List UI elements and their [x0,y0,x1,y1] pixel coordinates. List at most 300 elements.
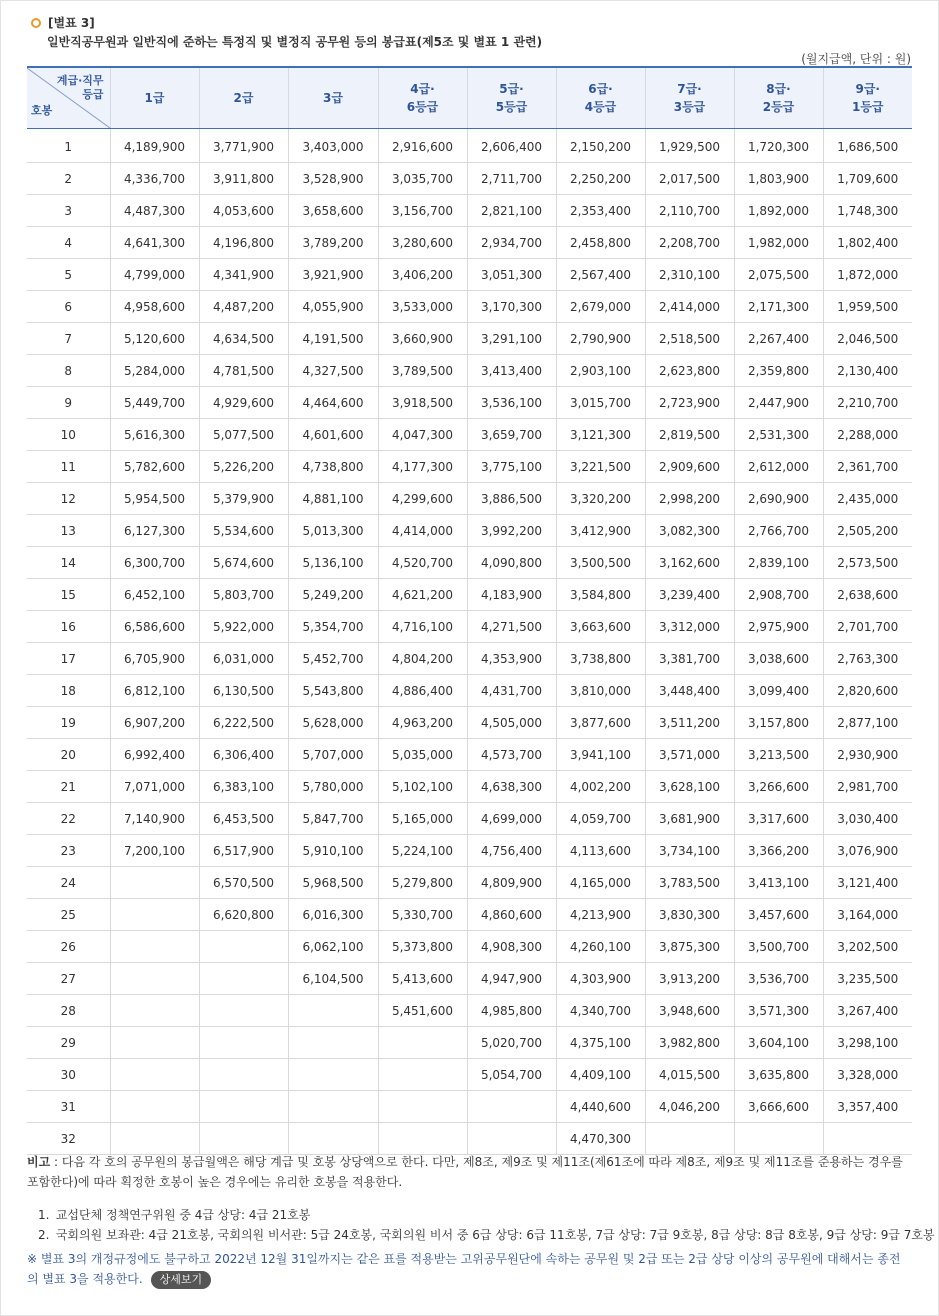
step-cell: 29 [27,1027,110,1059]
salary-cell: 2,110,700 [645,195,734,227]
salary-cell: 6,016,300 [288,899,378,931]
salary-cell: 5,020,700 [467,1027,556,1059]
table-row [27,995,912,1027]
salary-cell: 2,075,500 [734,259,823,291]
salary-cell: 2,046,500 [823,323,912,355]
salary-cell: 2,766,700 [734,515,823,547]
salary-table [27,66,912,1155]
salary-cell: 4,189,900 [110,129,199,163]
table-row [27,675,912,707]
table-row [27,803,912,835]
salary-cell: 3,082,300 [645,515,734,547]
salary-cell [199,1091,288,1123]
salary-cell: 6,127,300 [110,515,199,547]
salary-cell: 4,375,100 [556,1027,645,1059]
salary-cell: 4,799,000 [110,259,199,291]
table-row [27,867,912,899]
salary-cell: 5,165,000 [378,803,467,835]
salary-cell: 3,875,300 [645,931,734,963]
salary-cell [288,1091,378,1123]
salary-cell: 3,099,400 [734,675,823,707]
salary-cell: 3,280,600 [378,227,467,259]
salary-cell: 2,934,700 [467,227,556,259]
salary-cell: 4,046,200 [645,1091,734,1123]
table-row [27,611,912,643]
salary-cell: 4,336,700 [110,163,199,195]
salary-cell: 5,354,700 [288,611,378,643]
salary-cell: 3,235,500 [823,963,912,995]
salary-cell: 2,916,600 [378,129,467,163]
salary-cell: 2,310,100 [645,259,734,291]
salary-cell: 3,921,900 [288,259,378,291]
salary-cell: 3,406,200 [378,259,467,291]
salary-cell [645,1123,734,1155]
column-header-label: 5급· [499,82,524,96]
salary-cell: 4,196,800 [199,227,288,259]
salary-cell: 4,738,800 [288,451,378,483]
salary-cell [288,1027,378,1059]
table-row [27,771,912,803]
step-cell: 5 [27,259,110,291]
salary-cell [110,931,199,963]
step-cell: 1 [27,129,110,163]
salary-cell: 5,543,800 [288,675,378,707]
step-cell: 24 [27,867,110,899]
salary-cell: 2,820,600 [823,675,912,707]
salary-cell: 4,520,700 [378,547,467,579]
salary-cell: 5,449,700 [110,387,199,419]
salary-cell [378,1059,467,1091]
salary-cell: 3,202,500 [823,931,912,963]
remarks [27,1152,912,1192]
salary-cell: 6,300,700 [110,547,199,579]
table-row [27,643,912,675]
salary-cell: 3,015,700 [556,387,645,419]
salary-cell: 4,809,900 [467,867,556,899]
salary-cell: 2,711,700 [467,163,556,195]
salary-cell: 6,570,500 [199,867,288,899]
salary-cell: 3,500,700 [734,931,823,963]
salary-cell [110,1027,199,1059]
salary-cell: 1,686,500 [823,129,912,163]
salary-cell: 5,226,200 [199,451,288,483]
salary-cell: 4,641,300 [110,227,199,259]
step-cell: 16 [27,611,110,643]
salary-cell: 3,213,500 [734,739,823,771]
salary-cell: 6,586,600 [110,611,199,643]
table-row [27,1123,912,1155]
salary-cell: 3,734,100 [645,835,734,867]
salary-cell: 2,359,800 [734,355,823,387]
corner-grade-label [57,74,104,102]
salary-cell: 5,451,600 [378,995,467,1027]
salary-cell [199,1123,288,1155]
salary-cell: 3,051,300 [467,259,556,291]
salary-cell: 3,448,400 [645,675,734,707]
salary-cell: 6,907,200 [110,707,199,739]
salary-cell: 3,511,200 [645,707,734,739]
salary-cell: 3,659,700 [467,419,556,451]
column-header [645,67,734,129]
salary-cell: 3,121,400 [823,867,912,899]
column-header [110,67,199,129]
salary-cell: 4,183,900 [467,579,556,611]
table-row [27,579,912,611]
salary-cell: 1,872,000 [823,259,912,291]
salary-cell [378,1123,467,1155]
salary-cell: 4,299,600 [378,483,467,515]
table-header-row [27,67,912,129]
salary-cell [288,995,378,1027]
salary-cell: 2,981,700 [823,771,912,803]
salary-cell: 3,536,100 [467,387,556,419]
salary-cell: 2,839,100 [734,547,823,579]
salary-cell: 3,783,500 [645,867,734,899]
salary-cell [288,1059,378,1091]
salary-cell: 5,284,000 [110,355,199,387]
table-row [27,1027,912,1059]
salary-cell: 2,930,900 [823,739,912,771]
salary-cell: 3,164,000 [823,899,912,931]
salary-cell: 4,886,400 [378,675,467,707]
column-header-label: 6등급 [406,100,439,114]
salary-cell: 1,929,500 [645,129,734,163]
salary-cell: 6,812,100 [110,675,199,707]
table-row [27,323,912,355]
step-cell: 13 [27,515,110,547]
salary-cell: 3,170,300 [467,291,556,323]
corner-grade-line-2: 등급 [82,88,104,101]
salary-cell: 3,239,400 [645,579,734,611]
salary-cell: 2,701,700 [823,611,912,643]
salary-cell: 1,982,000 [734,227,823,259]
salary-cell: 4,487,300 [110,195,199,227]
salary-cell: 6,130,500 [199,675,288,707]
salary-cell: 5,968,500 [288,867,378,899]
salary-cell: 3,775,100 [467,451,556,483]
salary-cell: 4,340,700 [556,995,645,1027]
salary-cell: 3,038,600 [734,643,823,675]
step-cell: 26 [27,931,110,963]
salary-cell: 3,660,900 [378,323,467,355]
salary-cell [110,1091,199,1123]
salary-cell: 4,047,300 [378,419,467,451]
step-cell: 10 [27,419,110,451]
salary-cell [734,1123,823,1155]
salary-cell [378,1027,467,1059]
salary-cell: 2,998,200 [645,483,734,515]
column-header-label: 9급· [855,82,880,96]
column-header-label: 8급· [766,82,791,96]
salary-cell: 1,959,500 [823,291,912,323]
salary-cell: 3,328,000 [823,1059,912,1091]
table-row [27,963,912,995]
salary-cell [378,1091,467,1123]
salary-cell: 3,030,400 [823,803,912,835]
step-cell: 2 [27,163,110,195]
salary-cell: 3,877,600 [556,707,645,739]
salary-cell: 3,666,600 [734,1091,823,1123]
table-title [31,14,95,31]
step-cell: 22 [27,803,110,835]
step-cell: 11 [27,451,110,483]
salary-cell: 4,634,500 [199,323,288,355]
salary-cell: 5,922,000 [199,611,288,643]
salary-cell: 3,412,900 [556,515,645,547]
salary-cell: 5,330,700 [378,899,467,931]
salary-cell: 2,250,200 [556,163,645,195]
salary-cell: 2,171,300 [734,291,823,323]
salary-cell: 3,948,600 [645,995,734,1027]
salary-cell: 5,102,100 [378,771,467,803]
salary-cell: 4,860,600 [467,899,556,931]
salary-cell: 1,720,300 [734,129,823,163]
detail-view-button[interactable]: 상세보기 [151,1271,212,1289]
table-row [27,291,912,323]
salary-cell: 4,464,600 [288,387,378,419]
salary-cell [110,1123,199,1155]
salary-cell: 3,162,600 [645,547,734,579]
salary-cell [110,963,199,995]
salary-cell [467,1091,556,1123]
step-cell: 25 [27,899,110,931]
salary-cell: 6,620,800 [199,899,288,931]
salary-cell: 2,679,000 [556,291,645,323]
salary-cell: 4,303,900 [556,963,645,995]
table-row [27,483,912,515]
salary-cell: 4,191,500 [288,323,378,355]
salary-cell: 2,017,500 [645,163,734,195]
salary-cell: 3,413,400 [467,355,556,387]
salary-cell [823,1123,912,1155]
salary-cell: 3,528,900 [288,163,378,195]
salary-cell: 2,821,100 [467,195,556,227]
salary-cell [288,1123,378,1155]
step-cell: 19 [27,707,110,739]
list-item-number: 1. [38,1208,50,1222]
list-item-text: 국회의원 보좌관: 4급 21호봉, 국회의원 비서관: 5급 24호봉, 국회의원 비서 중 6급 상당: 6급 11호봉, 7급 상당: 7급 9호봉, 8급 상당: 8급 8호봉, 9급 상당: 9급 7호봉 [55,1228,935,1242]
step-cell: 27 [27,963,110,995]
salary-cell: 3,381,700 [645,643,734,675]
salary-cell: 3,810,000 [556,675,645,707]
salary-cell: 2,435,000 [823,483,912,515]
salary-cell: 3,830,300 [645,899,734,931]
salary-cell: 2,414,000 [645,291,734,323]
salary-cell: 3,635,800 [734,1059,823,1091]
salary-cell: 3,320,200 [556,483,645,515]
salary-cell: 2,518,500 [645,323,734,355]
salary-cell: 3,366,200 [734,835,823,867]
salary-cell: 2,288,000 [823,419,912,451]
salary-cell: 4,055,900 [288,291,378,323]
salary-cell: 2,723,900 [645,387,734,419]
salary-cell: 6,104,500 [288,963,378,995]
salary-cell: 5,013,300 [288,515,378,547]
step-cell: 23 [27,835,110,867]
salary-cell: 3,221,500 [556,451,645,483]
salary-cell: 5,373,800 [378,931,467,963]
table-row [27,163,912,195]
column-header [467,67,556,129]
salary-cell: 5,120,600 [110,323,199,355]
salary-cell: 3,312,000 [645,611,734,643]
salary-cell: 3,413,100 [734,867,823,899]
salary-cell: 3,403,000 [288,129,378,163]
salary-cell: 4,059,700 [556,803,645,835]
salary-cell [199,1027,288,1059]
salary-cell: 5,803,700 [199,579,288,611]
salary-cell: 3,918,500 [378,387,467,419]
salary-cell: 2,975,900 [734,611,823,643]
table-row [27,899,912,931]
salary-cell: 4,341,900 [199,259,288,291]
salary-cell: 3,457,600 [734,899,823,931]
salary-cell: 6,306,400 [199,739,288,771]
salary-cell: 3,536,700 [734,963,823,995]
salary-cell: 2,210,700 [823,387,912,419]
salary-cell: 4,908,300 [467,931,556,963]
salary-cell: 1,892,000 [734,195,823,227]
table-row [27,547,912,579]
salary-cell: 3,266,600 [734,771,823,803]
step-cell: 18 [27,675,110,707]
salary-cell: 5,616,300 [110,419,199,451]
salary-cell: 4,781,500 [199,355,288,387]
salary-cell: 4,213,900 [556,899,645,931]
salary-cell: 4,601,600 [288,419,378,451]
revision-notice [27,1249,912,1289]
salary-cell: 3,982,800 [645,1027,734,1059]
salary-cell: 4,756,400 [467,835,556,867]
table-row [27,227,912,259]
salary-cell: 2,908,700 [734,579,823,611]
step-cell: 32 [27,1123,110,1155]
salary-cell: 4,929,600 [199,387,288,419]
salary-cell: 5,035,000 [378,739,467,771]
table-row [27,1059,912,1091]
salary-cell: 2,130,400 [823,355,912,387]
salary-cell: 4,353,900 [467,643,556,675]
salary-cell: 3,571,000 [645,739,734,771]
salary-cell [199,931,288,963]
salary-cell: 4,487,200 [199,291,288,323]
salary-cell: 5,674,600 [199,547,288,579]
salary-cell: 6,383,100 [199,771,288,803]
salary-cell: 6,992,400 [110,739,199,771]
salary-cell: 5,780,000 [288,771,378,803]
remarks-list [38,1205,935,1245]
salary-cell: 4,958,600 [110,291,199,323]
salary-cell: 1,748,300 [823,195,912,227]
salary-cell: 2,567,400 [556,259,645,291]
salary-cell: 5,707,000 [288,739,378,771]
salary-cell: 2,877,100 [823,707,912,739]
step-cell: 31 [27,1091,110,1123]
salary-cell: 4,963,200 [378,707,467,739]
column-header-label: 2급 [233,91,254,105]
salary-cell: 4,573,700 [467,739,556,771]
salary-cell: 3,604,100 [734,1027,823,1059]
appendix-label: [별표 3] [48,16,95,30]
salary-cell: 3,658,600 [288,195,378,227]
corner-grade-line-1: 계급·직무 [56,74,104,87]
salary-cell: 6,517,900 [199,835,288,867]
salary-cell: 2,819,500 [645,419,734,451]
salary-cell: 2,208,700 [645,227,734,259]
salary-cell: 2,690,900 [734,483,823,515]
column-header-label: 6급· [588,82,613,96]
salary-cell: 5,249,200 [288,579,378,611]
salary-cell [110,867,199,899]
salary-cell: 3,628,100 [645,771,734,803]
salary-cell: 5,413,600 [378,963,467,995]
table-row [27,515,912,547]
salary-cell: 4,804,200 [378,643,467,675]
list-item-text: 교섭단체 정책연구위원 중 4급 상당: 4급 21호봉 [55,1208,311,1222]
salary-cell: 3,121,300 [556,419,645,451]
salary-cell: 2,150,200 [556,129,645,163]
salary-cell: 4,505,000 [467,707,556,739]
salary-cell: 1,709,600 [823,163,912,195]
table-row [27,387,912,419]
salary-cell [199,963,288,995]
salary-cell: 2,909,600 [645,451,734,483]
salary-cell: 3,156,700 [378,195,467,227]
table-row [27,195,912,227]
salary-cell: 5,910,100 [288,835,378,867]
salary-cell: 3,789,500 [378,355,467,387]
salary-cell [110,899,199,931]
salary-cell: 6,031,000 [199,643,288,675]
salary-cell: 2,623,800 [645,355,734,387]
list-item [38,1205,935,1225]
table-row [27,129,912,163]
salary-cell: 5,077,500 [199,419,288,451]
column-header-label: 4등급 [584,100,617,114]
step-cell: 4 [27,227,110,259]
step-cell: 12 [27,483,110,515]
revision-notice-text: ※ 별표 3의 개정규정에도 불구하고 2022년 12월 31일까지는 같은 표를 적용받는 고위공무원단에 속하는 공무원 및 2급 또는 2급 상당 이상의 공무원에 대해서는 종전의 별표 3을 적용한다. [27,1252,901,1286]
salary-cell: 3,992,200 [467,515,556,547]
list-item [38,1225,935,1245]
step-cell: 9 [27,387,110,419]
salary-cell: 5,279,800 [378,867,467,899]
salary-cell: 6,222,500 [199,707,288,739]
salary-cell: 5,452,700 [288,643,378,675]
salary-cell: 4,414,000 [378,515,467,547]
remarks-label: 비고 [27,1155,51,1169]
column-header [199,67,288,129]
corner-header-cell [27,67,110,129]
salary-cell [467,1123,556,1155]
salary-cell: 3,886,500 [467,483,556,515]
salary-cell: 5,954,500 [110,483,199,515]
column-header-label: 3급 [323,91,343,105]
salary-cell: 3,076,900 [823,835,912,867]
salary-cell: 4,699,000 [467,803,556,835]
salary-cell: 5,534,600 [199,515,288,547]
salary-cell: 5,847,700 [288,803,378,835]
step-cell: 6 [27,291,110,323]
salary-cell: 4,327,500 [288,355,378,387]
salary-cell: 3,035,700 [378,163,467,195]
salary-cell [199,995,288,1027]
salary-cell: 4,113,600 [556,835,645,867]
column-header [556,67,645,129]
salary-cell: 2,763,300 [823,643,912,675]
salary-cell: 4,260,100 [556,931,645,963]
salary-cell: 4,002,200 [556,771,645,803]
